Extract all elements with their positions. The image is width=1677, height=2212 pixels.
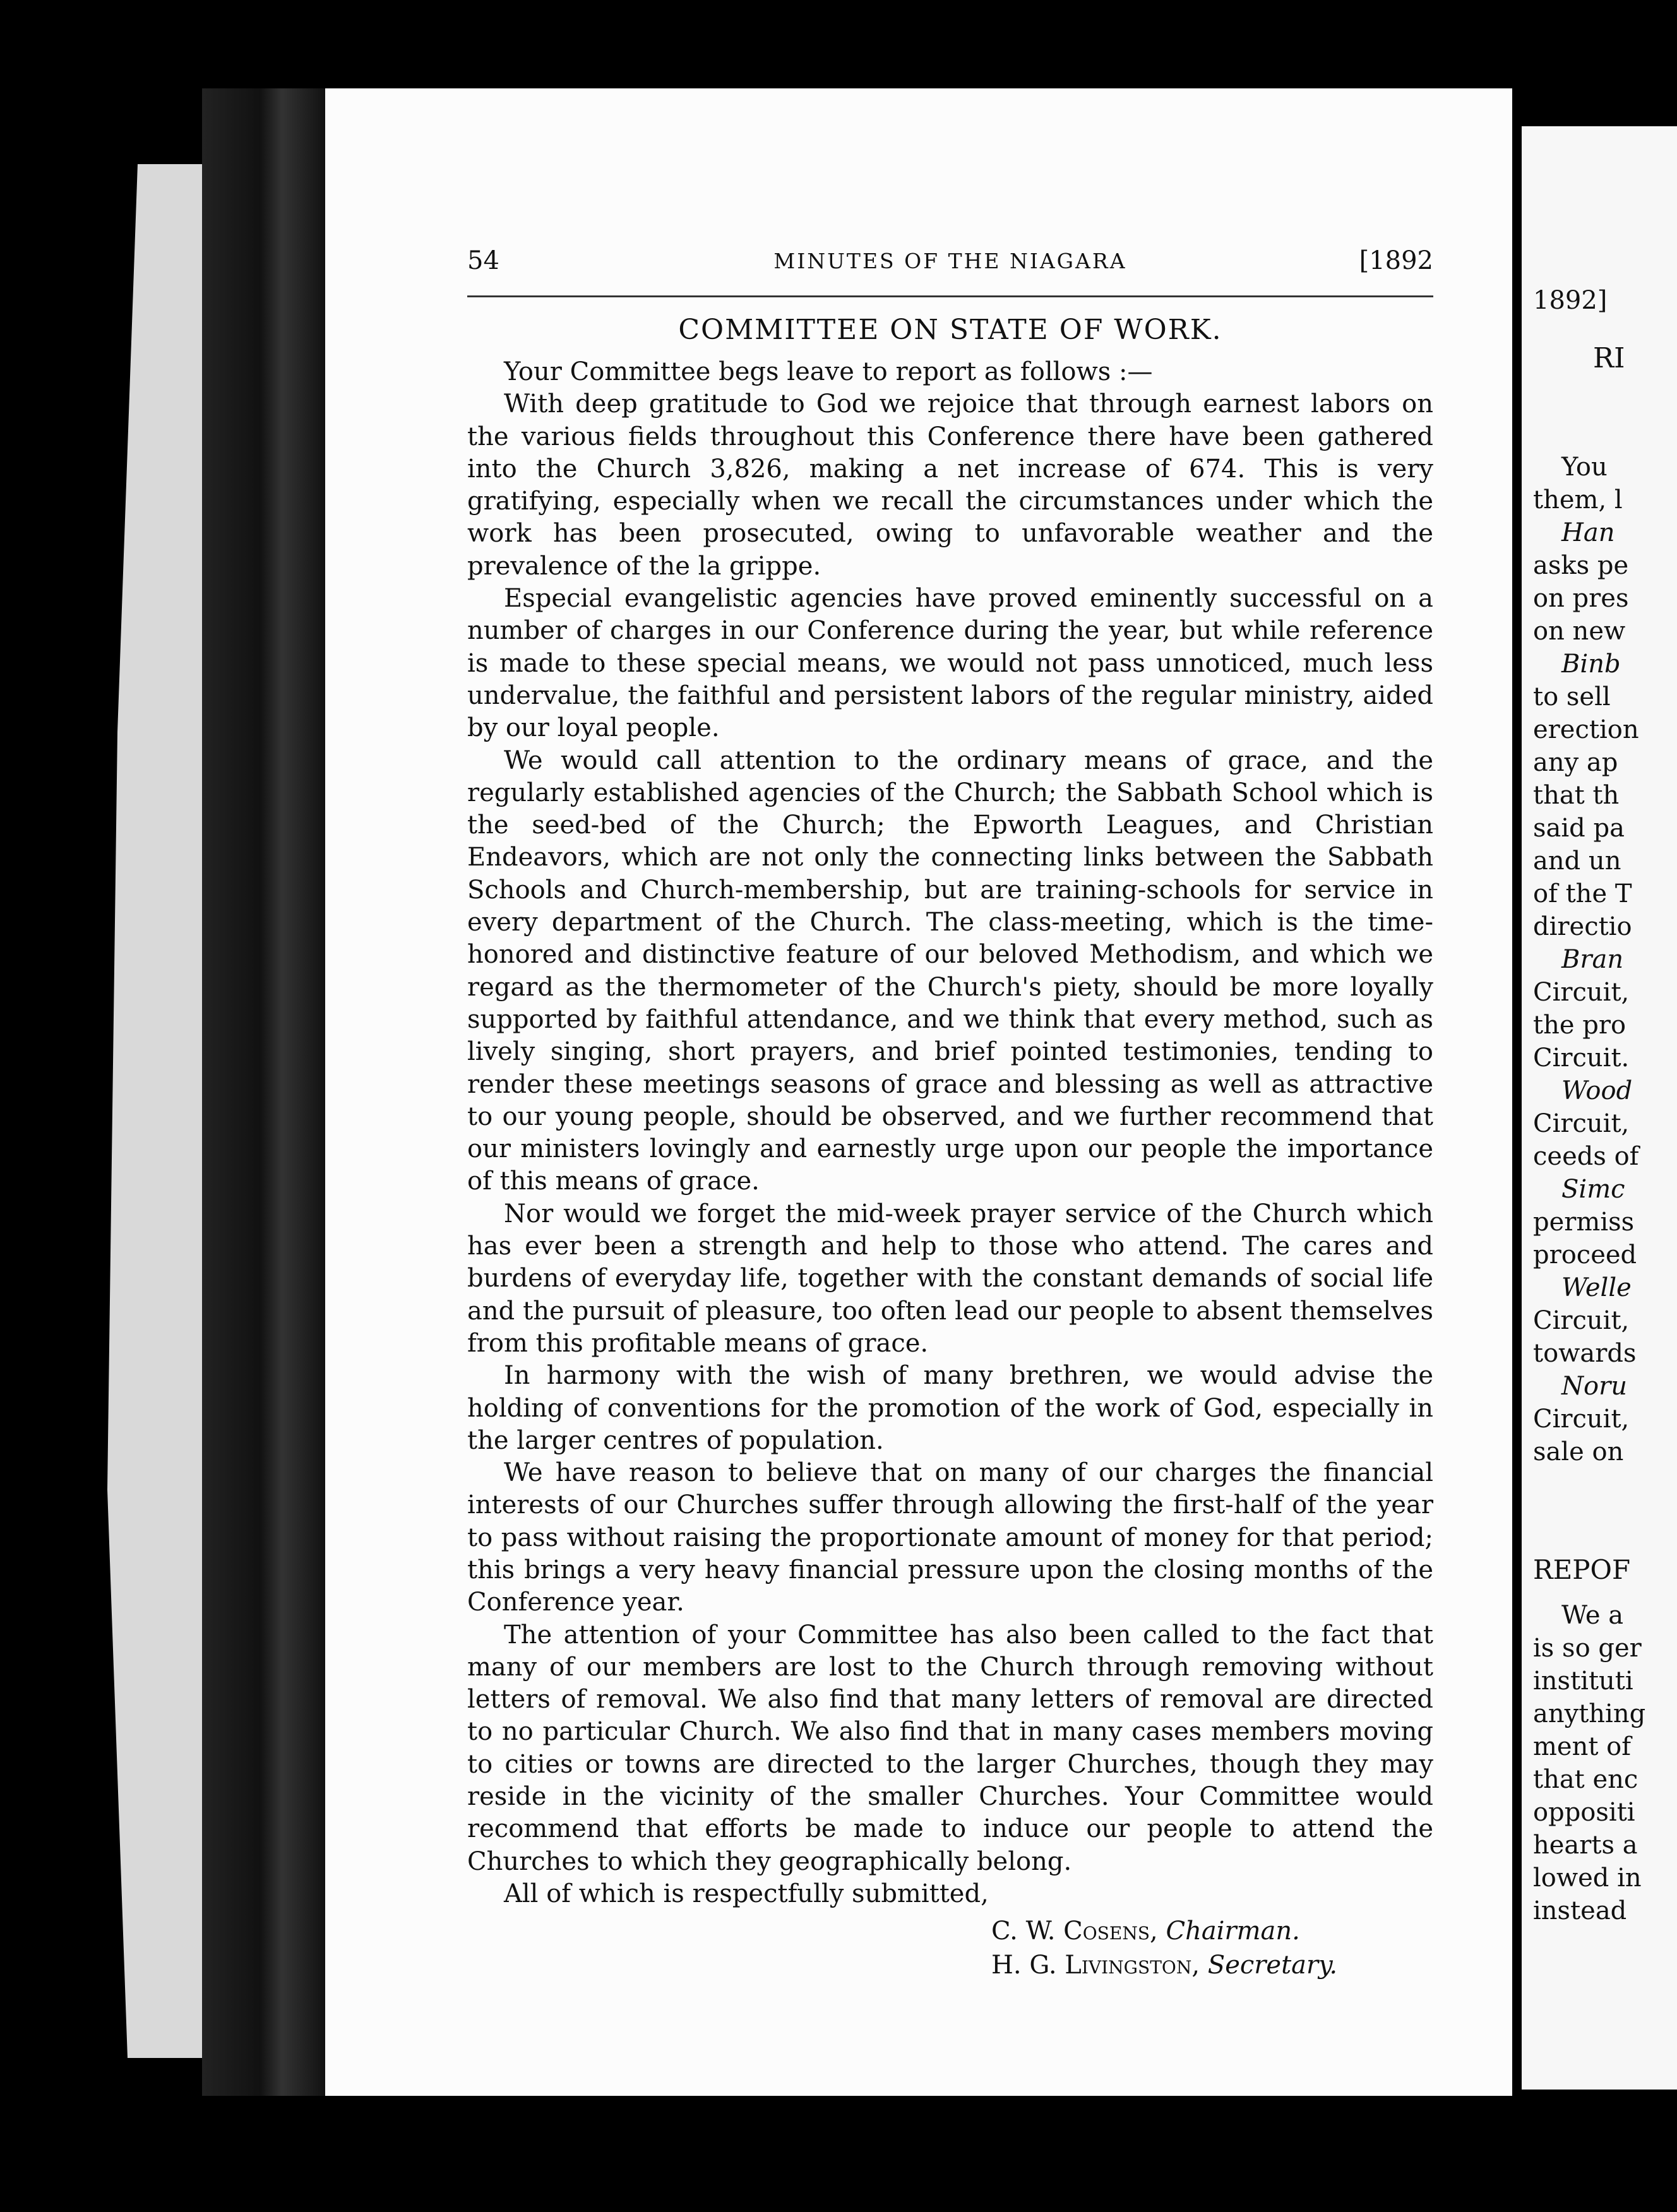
right-page-content: [1533, 284, 1677, 1927]
right-page-line: instituti: [1533, 1667, 1633, 1696]
right-page-line: ceeds of: [1533, 1142, 1639, 1171]
right-page-line: lowed in: [1533, 1864, 1642, 1893]
paragraph: Your Committee begs leave to report as follows :—: [504, 357, 1153, 386]
page-edges: [107, 164, 208, 2058]
right-page-line: on pres: [1533, 584, 1629, 613]
paragraph: The attention of your Committee has also been called to the fact that many of our members are lost to the Church through removing without letters of removal. We also find that many letters of removal are directed to no particular Church. We also find that in many cases members moving to cities or towns are directed to the larger Churches, though they may reside in the vicinity of the smaller Churches. Your Committee would recommend that efforts be made to induce our people to attend the Churches to which they geographically belong.: [467, 1620, 1433, 1876]
header-rule: [467, 295, 1433, 297]
signer-name: H. G. Livingston,: [991, 1951, 1200, 1980]
right-page-line: that enc: [1533, 1765, 1638, 1794]
right-page-line: and un: [1533, 847, 1621, 876]
right-section-title: RI: [1593, 342, 1625, 374]
right-page: [1522, 126, 1677, 2090]
right-page-line: ment of: [1533, 1732, 1632, 1761]
paragraph: In harmony with the wish of many brethren, we would advise the holding of conventions for the promotion of the work of God, especially in the larger centres of population.: [467, 1361, 1433, 1455]
right-page-line: You: [1561, 453, 1608, 482]
right-page-line: Simc: [1561, 1175, 1625, 1204]
right-page-line: Han: [1561, 518, 1615, 547]
left-page: [325, 88, 1512, 2096]
paragraph: We have reason to believe that on many of our charges the financial interests of our Churches suffer through allowing the first-half of the year to pass without raising the proportionate amount of money for that period; this brings a very heavy financial pressure upon the closing months of the Conference year.: [467, 1458, 1433, 1617]
right-page-line: oppositi: [1533, 1798, 1635, 1827]
right-lines-bottom: [1533, 1599, 1677, 1927]
left-page-content: [467, 246, 1433, 1982]
right-page-line: anything: [1533, 1699, 1646, 1728]
right-page-line: Bran: [1561, 945, 1624, 974]
running-head: [467, 246, 1433, 290]
right-page-line: Noru: [1561, 1372, 1627, 1401]
right-page-line: towards: [1533, 1339, 1637, 1368]
right-page-line: Circuit,: [1533, 1405, 1630, 1434]
right-page-line: to sell: [1533, 682, 1611, 711]
paragraph: With deep gratitude to God we rejoice that through earnest labors on the various fields throughout this Conference there have been gathered into the Church 3,826, making a net increase of 674. This is very gratifying, especially when we recall the circumstances under which the work has been prosecuted, owing to unfavorable weather and the prevalence of the la grippe.: [467, 389, 1433, 581]
right-page-line: said pa: [1533, 814, 1625, 843]
right-page-line: sale on: [1533, 1437, 1624, 1466]
signer-role: Chairman.: [1166, 1917, 1300, 1946]
signature-chairman: [991, 1914, 1433, 1948]
right-page-line: directio: [1533, 912, 1632, 941]
right-page-line: any ap: [1533, 748, 1618, 777]
right-page-line: proceed: [1533, 1240, 1637, 1270]
right-report-title: REPOF: [1533, 1554, 1631, 1585]
right-page-line: is so ger: [1533, 1634, 1642, 1663]
right-page-line: them, l: [1533, 485, 1623, 514]
right-page-line: hearts a: [1533, 1831, 1638, 1860]
right-page-line: the pro: [1533, 1011, 1626, 1040]
right-page-line: Circuit.: [1533, 1044, 1630, 1073]
right-page-line: permiss: [1533, 1208, 1635, 1237]
page-number: 54: [467, 246, 499, 275]
right-page-line: of the T: [1533, 879, 1632, 908]
section-title: COMMITTEE ON STATE OF WORK.: [678, 314, 1222, 346]
right-page-line: Welle: [1561, 1273, 1632, 1302]
right-page-line: Circuit,: [1533, 1306, 1630, 1335]
running-year: [1892: [1359, 246, 1433, 275]
right-page-line: Binb: [1561, 650, 1621, 679]
signature-secretary: [991, 1948, 1433, 1982]
right-page-line: erection: [1533, 715, 1639, 744]
right-page-line: that th: [1533, 781, 1620, 810]
paragraph: We would call attention to the ordinary means of grace, and the regularly established agencies of the Church; the Sabbath School which is the seed-bed of the Church; the Epworth Leagues, and Christian Endeavors, which are not only the connecting links between the Sabbath Schools and Church-membership, but are training-schools for service in every department of the Church. The class-meeting, which is the time-honored and distinctive feature of our beloved Methodism, and which we regard as the thermometer of the Church's piety, should be more loyally supported by faithful attendance, and we think that every method, such as lively singing, short prayers, and brief pointed testimonies, tending to render these meetings seasons of grace and blessing as well as attractive to our young people, should be observed, and we further recommend that our ministers lovingly and earnestly urge upon our people the importance of this means of grace.: [467, 746, 1433, 1196]
signer-name: C. W. Cosens,: [991, 1917, 1158, 1946]
running-title: MINUTES OF THE NIAGARA: [773, 249, 1127, 273]
right-page-line: Circuit,: [1533, 1109, 1630, 1138]
right-page-line: Wood: [1561, 1076, 1633, 1105]
paragraph: Especial evangelistic agencies have proved eminently successful on a number of charges in our Conference during the year, but while reference is made to these special means, we would not pass unnoticed, much less undervalue, the faithful and persistent labors of the regular ministry, aided by our loyal people.: [467, 584, 1433, 743]
signer-role: Secretary.: [1207, 1951, 1338, 1980]
right-page-line: instead: [1533, 1896, 1627, 1925]
right-page-line: Circuit,: [1533, 978, 1630, 1007]
right-running-year: 1892]: [1533, 286, 1608, 315]
signature-block: [991, 1914, 1433, 1982]
closing-line: All of which is respectfully submitted,: [504, 1879, 989, 1908]
right-page-line: We a: [1561, 1601, 1624, 1630]
right-page-line: on new: [1533, 617, 1626, 646]
right-lines-top: [1533, 451, 1677, 1468]
right-page-line: asks pe: [1533, 551, 1629, 580]
paragraph: Nor would we forget the mid-week prayer service of the Church which has ever been a strength and help to those who attend. The cares and burdens of everyday life, together with the constant demands of social life and the pursuit of pleasure, too often lead our people to absent themselves from this profitable means of grace.: [467, 1199, 1433, 1358]
